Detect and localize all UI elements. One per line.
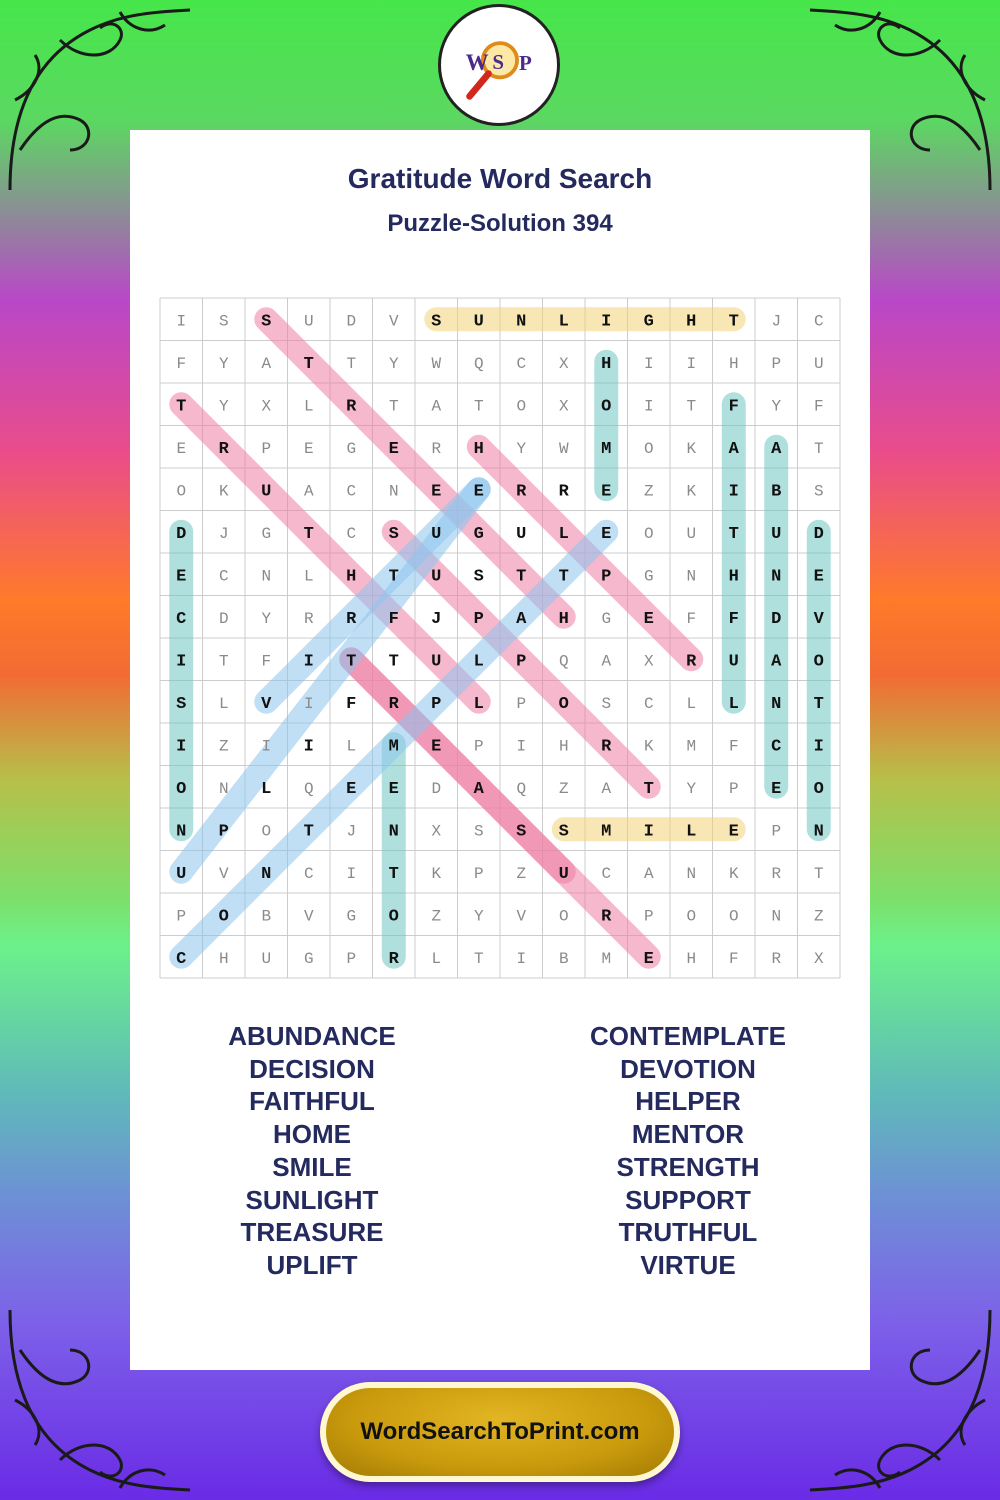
grid-letter[interactable]: D [218, 609, 229, 628]
grid-letter[interactable]: C [176, 609, 187, 629]
word-list-item: TREASURE [240, 1217, 384, 1248]
grid-letter[interactable]: D [346, 312, 357, 331]
word-list-item: VIRTUE [640, 1249, 736, 1280]
grid-letter[interactable]: J [346, 822, 357, 841]
grid-letter[interactable]: U [771, 524, 782, 544]
grid-letter[interactable]: A [303, 482, 314, 501]
grid-letter[interactable]: Y [218, 397, 229, 416]
grid-letter[interactable]: X [431, 822, 442, 841]
grid-letter[interactable]: A [601, 779, 612, 798]
grid-letter[interactable]: X [558, 354, 569, 373]
word-list-item: FAITHFUL [249, 1086, 375, 1117]
grid-letter[interactable]: Z [431, 907, 442, 926]
grid-letter[interactable]: S [218, 312, 229, 331]
grid-letter[interactable]: Q [558, 652, 569, 671]
page-subtitle: Puzzle-Solution 394 [387, 210, 613, 237]
grid-letter[interactable]: U [176, 864, 187, 884]
grid-letter[interactable]: F [686, 609, 697, 628]
grid-letter[interactable]: H [728, 567, 739, 587]
grid-letter[interactable]: R [558, 482, 569, 502]
grid-letter[interactable]: N [388, 822, 399, 842]
grid-letter[interactable]: X [558, 397, 569, 416]
grid-letter[interactable]: K [431, 864, 442, 883]
grid-letter[interactable]: Y [516, 439, 527, 458]
grid-letter[interactable]: T [176, 397, 187, 417]
grid-letter[interactable]: R [388, 949, 399, 969]
grid-letter[interactable]: P [771, 822, 782, 841]
grid-letter[interactable]: H [473, 439, 484, 459]
grid-letter[interactable]: C [601, 864, 612, 883]
grid-letter[interactable]: E [388, 439, 399, 459]
grid-letter[interactable]: L [431, 949, 442, 968]
grid-letter[interactable]: R [303, 609, 314, 628]
grid-letter[interactable]: O [643, 439, 654, 458]
word-search-grid [150, 288, 850, 988]
word-list-item: SUPPORT [625, 1184, 751, 1215]
grid-letter[interactable]: V [261, 694, 272, 714]
logo-letter-p: P [518, 50, 532, 75]
grid-letter[interactable]: K [686, 439, 697, 458]
word-list-item: SMILE [272, 1151, 352, 1182]
grid-letter[interactable]: I [176, 312, 187, 331]
grid-letter[interactable]: O [558, 694, 569, 714]
grid-letter[interactable]: E [176, 439, 187, 458]
grid-letter[interactable]: T [643, 779, 654, 799]
grid-letter[interactable]: P [473, 609, 484, 629]
grid-letter[interactable]: Z [813, 907, 824, 926]
grid-letter[interactable]: U [431, 524, 442, 544]
grid-letter[interactable]: I [686, 354, 697, 373]
grid-letter[interactable]: Z [516, 864, 527, 883]
grid-letter[interactable]: H [218, 949, 229, 968]
grid-letter[interactable]: N [686, 567, 697, 586]
grid-letter[interactable]: F [728, 609, 739, 629]
grid-letter[interactable]: A [431, 397, 442, 416]
grid-letter[interactable]: N [771, 907, 782, 926]
grid-letter[interactable]: F [728, 949, 739, 968]
grid-letter[interactable]: N [388, 482, 399, 501]
grid-letter[interactable]: N [771, 694, 782, 714]
grid-letter[interactable]: I [728, 482, 739, 502]
word-list-item: HELPER [635, 1086, 741, 1117]
grid-letter[interactable]: I [303, 652, 314, 672]
grid-letter[interactable]: J [431, 609, 442, 629]
grid-letter[interactable]: E [388, 779, 399, 799]
grid-letter[interactable]: O [813, 652, 824, 672]
grid-letter[interactable]: E [771, 779, 782, 799]
grid-letter[interactable]: F [728, 397, 739, 417]
grid-letter[interactable]: L [261, 779, 272, 799]
grid-letter[interactable]: R [686, 652, 697, 672]
grid-letter[interactable]: Y [388, 354, 399, 373]
grid-letter[interactable]: N [176, 822, 187, 842]
grid-letter[interactable]: N [261, 864, 272, 884]
grid-letter[interactable]: P [261, 439, 272, 458]
grid-letter[interactable]: V [218, 864, 229, 883]
grid-letter[interactable]: L [728, 694, 739, 714]
logo-letter-w: W [465, 49, 489, 75]
grid-letter[interactable]: Z [643, 482, 654, 501]
grid-letter[interactable]: O [176, 482, 187, 501]
grid-letter[interactable]: Q [473, 354, 484, 373]
grid-letter[interactable]: E [431, 737, 442, 757]
grid-letter[interactable]: B [558, 949, 569, 968]
grid-letter[interactable]: S [516, 822, 527, 842]
grid-letter[interactable]: E [431, 482, 442, 502]
grid-letter[interactable]: Y [686, 779, 697, 798]
grid-letter[interactable]: D [813, 524, 824, 544]
grid-letter[interactable]: C [346, 524, 357, 543]
grid-letter[interactable]: U [686, 524, 697, 543]
grid-letter[interactable]: L [346, 737, 357, 756]
grid-letter[interactable]: Y [473, 907, 484, 926]
page-title: Gratitude Word Search [347, 163, 653, 194]
grid-letter[interactable]: I [643, 822, 654, 842]
grid-letter[interactable]: U [813, 354, 824, 373]
grid-letter[interactable]: N [516, 312, 527, 332]
grid-letter[interactable]: N [218, 779, 229, 798]
grid-letter[interactable]: N [686, 864, 697, 883]
grid-letter[interactable]: L [303, 397, 314, 416]
site-link-label: WordSearchToPrint.com [326, 1388, 674, 1476]
word-list-item: MENTOR [631, 1119, 745, 1150]
grid-letter[interactable]: T [388, 397, 399, 416]
grid-letter[interactable]: T [516, 567, 527, 587]
grid-letter[interactable]: L [473, 652, 484, 672]
grid-letter[interactable]: A [516, 609, 527, 629]
grid-letter[interactable]: E [643, 609, 654, 629]
grid-letter[interactable]: T [728, 312, 739, 332]
grid-letter[interactable]: H [558, 609, 569, 629]
grid-letter[interactable]: E [601, 482, 612, 502]
grid-letter[interactable]: Q [516, 779, 527, 798]
grid-letter[interactable]: P [516, 652, 527, 672]
grid-letter[interactable]: G [473, 524, 484, 544]
grid-letter[interactable]: T [346, 354, 357, 373]
grid-letter[interactable]: L [303, 567, 314, 586]
grid-letter[interactable]: E [176, 567, 187, 587]
grid-letter[interactable]: X [261, 397, 272, 416]
grid-letter[interactable]: L [686, 822, 697, 842]
grid-letter[interactable]: B [261, 907, 272, 926]
grid-letter[interactable]: Y [771, 397, 782, 416]
grid-letter[interactable]: I [643, 354, 654, 373]
grid-letter[interactable]: C [771, 737, 782, 757]
grid-letter[interactable]: U [431, 652, 442, 672]
grid-letter[interactable]: O [643, 524, 654, 543]
grid-letter[interactable]: R [346, 609, 357, 629]
grid-letter[interactable]: V [813, 609, 824, 629]
grid-letter[interactable]: T [813, 864, 824, 883]
grid-letter[interactable]: C [346, 482, 357, 501]
grid-letter[interactable]: O [388, 907, 399, 927]
site-link-button[interactable] [320, 1382, 680, 1482]
grid-letter[interactable]: Z [218, 737, 229, 756]
grid-letter[interactable]: U [303, 312, 314, 331]
grid-letter[interactable]: G [643, 312, 654, 332]
grid-letter[interactable]: P [431, 694, 442, 714]
grid-letter[interactable]: R [346, 397, 357, 417]
grid-letter[interactable]: S [601, 694, 612, 713]
grid-letter[interactable]: O [728, 907, 739, 926]
grid-letter[interactable]: D [771, 609, 782, 629]
grid-letter[interactable]: S [176, 694, 187, 714]
grid-letter[interactable]: U [516, 524, 527, 544]
grid-letter[interactable]: S [473, 822, 484, 841]
grid-letter[interactable]: S [431, 312, 442, 332]
grid-letter[interactable]: U [473, 312, 484, 332]
grid-letter[interactable]: C [218, 567, 229, 586]
grid-letter[interactable]: D [431, 779, 442, 798]
grid-letter[interactable]: M [601, 949, 612, 968]
grid-letter[interactable]: O [176, 779, 187, 799]
grid-letter[interactable]: O [558, 907, 569, 926]
grid-letter[interactable]: T [388, 652, 399, 672]
grid-letter[interactable]: T [686, 397, 697, 416]
grid-letter[interactable]: G [303, 949, 314, 968]
grid-letter[interactable]: A [771, 439, 782, 459]
grid-letter[interactable]: H [728, 354, 739, 373]
grid-letter[interactable]: A [261, 354, 272, 373]
word-list-item: STRENGTH [616, 1151, 760, 1182]
grid-letter[interactable]: E [728, 822, 739, 842]
grid-letter[interactable]: I [303, 694, 314, 713]
word-list-item: DECISION [249, 1053, 375, 1084]
grid-letter[interactable]: S [388, 524, 399, 544]
grid-letter[interactable]: P [346, 949, 357, 968]
grid-letter[interactable]: T [346, 652, 357, 672]
grid-letter[interactable]: F [728, 737, 739, 756]
grid-letter[interactable]: P [728, 779, 739, 798]
grid-letter[interactable]: I [516, 737, 527, 756]
grid-letter[interactable]: T [558, 567, 569, 587]
grid-letter[interactable]: R [601, 737, 612, 757]
grid-letter[interactable]: L [686, 694, 697, 713]
grid-letter[interactable]: P [516, 694, 527, 713]
grid-letter[interactable]: R [601, 907, 612, 927]
grid-letter[interactable]: I [516, 949, 527, 968]
grid-letter[interactable]: X [643, 652, 654, 671]
grid-letter[interactable]: B [771, 482, 782, 502]
grid-letter[interactable]: P [176, 907, 187, 926]
grid-letter[interactable]: C [643, 694, 654, 713]
grid-letter[interactable]: K [686, 482, 697, 501]
grid-letter[interactable]: J [218, 524, 229, 543]
grid-letter[interactable]: V [516, 907, 527, 926]
grid-letter[interactable]: A [601, 652, 612, 671]
grid-letter[interactable]: H [558, 737, 569, 756]
grid-letter[interactable]: E [643, 949, 654, 969]
grid-letter[interactable]: G [346, 439, 357, 458]
grid-letter[interactable]: H [686, 312, 697, 332]
grid-letter[interactable]: T [388, 567, 399, 587]
grid-letter[interactable]: K [728, 864, 739, 883]
grid-letter[interactable]: U [728, 652, 739, 672]
grid-letter[interactable]: O [261, 822, 272, 841]
grid-letter[interactable]: O [686, 907, 697, 926]
grid-letter[interactable]: O [218, 907, 229, 927]
grid-letter[interactable]: G [346, 907, 357, 926]
grid-letter[interactable]: E [601, 524, 612, 544]
grid-letter[interactable]: T [473, 397, 484, 416]
grid-letter[interactable]: L [218, 694, 229, 713]
grid-letter[interactable]: F [261, 652, 272, 671]
grid-letter[interactable]: R [771, 949, 782, 968]
grid-letter[interactable]: J [771, 312, 782, 331]
grid-letter[interactable]: I [176, 737, 187, 757]
grid-letter[interactable]: P [771, 354, 782, 373]
grid-letter[interactable]: A [643, 864, 654, 883]
grid-letter[interactable]: X [813, 949, 824, 968]
grid-letter[interactable]: A [771, 652, 782, 672]
grid-letter[interactable]: N [261, 567, 272, 586]
grid-letter[interactable]: R [218, 439, 229, 459]
grid-letter[interactable]: Z [558, 779, 569, 798]
word-list-item: HOME [273, 1119, 351, 1150]
grid-letter[interactable]: F [176, 354, 187, 373]
grid-letter[interactable]: E [303, 439, 314, 458]
grid-letter[interactable]: W [431, 354, 442, 373]
grid-letter[interactable]: S [473, 567, 484, 587]
grid-letter[interactable]: N [771, 567, 782, 587]
grid-letter[interactable]: P [473, 737, 484, 756]
word-list-item: SUNLIGHT [245, 1184, 379, 1215]
grid-letter[interactable]: G [601, 609, 612, 628]
grid-letter[interactable]: Q [303, 779, 314, 798]
grid-letter[interactable]: R [388, 694, 399, 714]
word-list-item: DEVOTION [620, 1053, 756, 1084]
word-list-item: CONTEMPLATE [590, 1021, 786, 1051]
grid-letter[interactable]: M [686, 737, 697, 756]
grid-letter[interactable]: T [303, 354, 314, 374]
grid-letter[interactable]: E [346, 779, 357, 799]
grid-letter[interactable]: Y [218, 354, 229, 373]
grid-letter[interactable]: I [303, 737, 314, 757]
grid-letter[interactable]: M [601, 439, 612, 459]
grid-letter[interactable]: P [601, 567, 612, 587]
grid-letter[interactable]: W [558, 439, 569, 458]
grid-letter[interactable]: S [261, 312, 272, 332]
word-list-item: ABUNDANCE [228, 1021, 396, 1051]
grid-letter[interactable]: T [728, 524, 739, 544]
grid-letter[interactable]: T [303, 822, 314, 842]
grid-letter[interactable]: I [176, 652, 187, 672]
grid-letter[interactable]: O [813, 779, 824, 799]
grid-letter[interactable]: L [473, 694, 484, 714]
grid-letter[interactable]: F [388, 609, 399, 629]
grid-letter[interactable]: F [813, 397, 824, 416]
grid-letter[interactable]: E [813, 567, 824, 587]
grid-letter[interactable]: R [431, 439, 442, 458]
grid-letter[interactable]: U [558, 864, 569, 884]
grid-letter[interactable]: I [261, 737, 272, 756]
grid-letter[interactable]: A [473, 779, 484, 799]
grid-letter[interactable]: R [516, 482, 527, 502]
grid-letter[interactable]: H [346, 567, 357, 587]
grid-letter[interactable]: V [388, 312, 399, 331]
grid-letter[interactable]: M [388, 737, 399, 757]
magnifier-handle [470, 74, 489, 97]
grid-letter[interactable]: C [303, 864, 314, 883]
grid-letter[interactable]: O [601, 397, 612, 417]
grid-letter[interactable]: K [643, 737, 654, 756]
grid-letter[interactable]: M [601, 822, 612, 842]
grid-letter[interactable]: P [473, 864, 484, 883]
grid-letter[interactable]: P [643, 907, 654, 926]
grid-letter[interactable]: A [728, 439, 739, 459]
grid-letter[interactable]: Y [261, 609, 272, 628]
grid-letter[interactable]: C [176, 949, 187, 969]
grid-letter[interactable]: T [303, 524, 314, 544]
grid-letter[interactable]: F [346, 694, 357, 714]
grid-letter[interactable]: S [813, 482, 824, 501]
grid-letter[interactable]: N [813, 822, 824, 842]
word-list-item: UPLIFT [266, 1249, 358, 1280]
grid-letter[interactable]: U [261, 482, 272, 502]
grid-letter[interactable]: T [813, 694, 824, 714]
grid-letter[interactable]: I [813, 737, 824, 757]
grid-letter[interactable]: L [558, 312, 569, 332]
grid-letter[interactable]: T [218, 652, 229, 671]
grid-letter[interactable]: I [346, 864, 357, 883]
wsp-logo[interactable] [438, 4, 560, 126]
grid-letter[interactable]: G [261, 524, 272, 543]
grid-letter[interactable]: U [431, 567, 442, 587]
logo-letter-s: S [492, 49, 504, 74]
grid-letter[interactable]: O [516, 397, 527, 416]
word-list-right [508, 1020, 868, 1282]
grid-letter[interactable]: T [388, 864, 399, 884]
grid-letter[interactable]: D [176, 524, 187, 544]
grid-letter[interactable]: I [643, 397, 654, 416]
grid-letter[interactable]: R [771, 864, 782, 883]
grid-letter[interactable]: E [473, 482, 484, 502]
grid-letter[interactable]: P [218, 822, 229, 842]
grid-letter[interactable]: L [558, 524, 569, 544]
grid-letter[interactable]: T [813, 439, 824, 458]
grid-letter[interactable]: G [643, 567, 654, 586]
word-list-item: TRUTHFUL [618, 1217, 758, 1248]
grid-letter[interactable]: H [601, 354, 612, 374]
grid-letter[interactable]: U [261, 949, 272, 968]
grid-letter[interactable]: C [813, 312, 824, 331]
grid-letter[interactable]: T [473, 949, 484, 968]
grid-letter[interactable]: V [303, 907, 314, 926]
grid-letter[interactable]: H [686, 949, 697, 968]
grid-letter[interactable]: K [218, 482, 229, 501]
grid-letter[interactable]: I [601, 312, 612, 332]
grid-letter[interactable]: S [558, 822, 569, 842]
grid-letter[interactable]: C [516, 354, 527, 373]
word-list-left [132, 1020, 492, 1282]
